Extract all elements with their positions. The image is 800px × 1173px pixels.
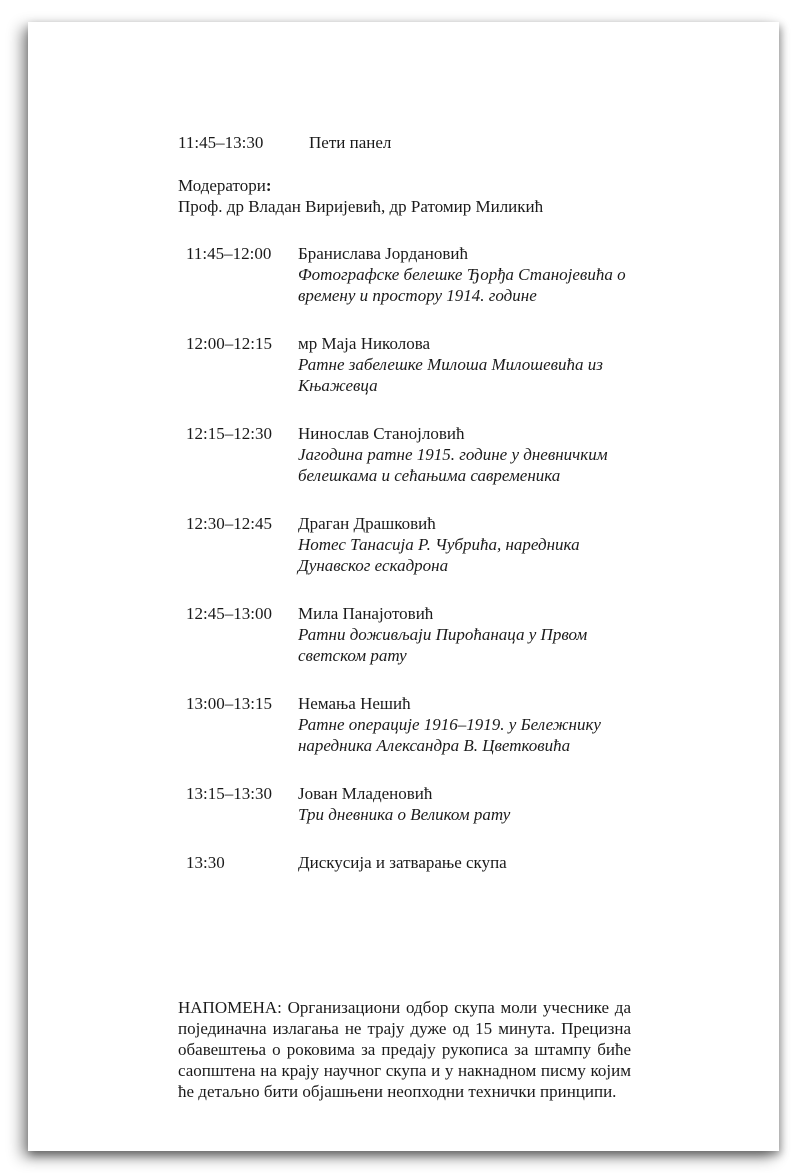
moderators-names: Проф. др Владан Виријевић, др Ратомир Миликић bbox=[178, 197, 544, 216]
session-speaker: Мила Панајотовић bbox=[298, 604, 434, 623]
note-paragraph: НАПОМЕНА: Организациони одбор скупа моли учеснике да појединачна излагања не трају дуже од 15 минута. Прецизна обавештења о роковима за предају рукописа за штампу биће саопштена на крају научног скупа и у накнадном писму којим ће детаљно бити објашњени неопходни технички принципи. bbox=[178, 998, 631, 1101]
session-speaker: мр Маја Николова bbox=[298, 334, 431, 353]
closing-discussion: Дискусија и затварање скупа bbox=[298, 853, 507, 872]
session-time: 12:30–12:45 bbox=[186, 514, 272, 533]
session-item bbox=[186, 783, 638, 825]
session-time: 12:15–12:30 bbox=[186, 424, 272, 443]
session-speaker: Нинослав Станојловић bbox=[298, 424, 465, 443]
moderators-block bbox=[178, 175, 543, 217]
session-speaker: Драган Драшковић bbox=[298, 514, 436, 533]
session-body bbox=[298, 693, 638, 756]
session-item bbox=[186, 513, 638, 576]
session-item bbox=[186, 243, 638, 306]
session-title: Три дневника о Великом рату bbox=[298, 805, 511, 824]
session-time: 12:45–13:00 bbox=[186, 604, 272, 623]
session-time: 13:15–13:30 bbox=[186, 784, 272, 803]
session-body bbox=[298, 783, 638, 825]
session-speaker: Бранислава Јордановић bbox=[298, 244, 468, 263]
session-time: 11:45–12:00 bbox=[186, 244, 272, 263]
session-title: Ратне операције 1916–1919. у Бележнику наредника Александра В. Цветковића bbox=[298, 715, 601, 755]
session-title: Нотес Танасија Р. Чубрића, наредника Дунавског ескадрона bbox=[298, 535, 580, 575]
session-time: 12:00–12:15 bbox=[186, 334, 272, 353]
session-body bbox=[298, 243, 638, 306]
session-item bbox=[186, 693, 638, 756]
session-time: 13:30 bbox=[186, 853, 225, 872]
moderators-label: Модератори bbox=[178, 176, 266, 195]
session-time: 13:00–13:15 bbox=[186, 694, 272, 713]
session-list bbox=[186, 243, 638, 900]
session-speaker: Јован Младеновић bbox=[298, 784, 433, 803]
session-title: Ратне забелешке Милоша Милошевића из Књажевца bbox=[298, 355, 603, 395]
session-body bbox=[298, 603, 638, 666]
session-title: Ратни доживљаји Пироћанаца у Првом светском рату bbox=[298, 625, 588, 665]
session-body bbox=[298, 852, 638, 873]
session-speaker: Немања Нешић bbox=[298, 694, 411, 713]
session-item bbox=[186, 423, 638, 486]
session-body bbox=[298, 513, 638, 576]
panel-header bbox=[178, 132, 391, 153]
session-body bbox=[298, 333, 638, 396]
moderators-colon: : bbox=[265, 176, 272, 195]
session-item bbox=[186, 333, 638, 396]
panel-time: 11:45–13:30 bbox=[178, 133, 264, 152]
moderators-heading bbox=[178, 175, 543, 196]
panel-name: Пети панел bbox=[309, 133, 392, 152]
session-item-closing bbox=[186, 852, 638, 873]
session-title: Јагодина ратне 1915. године у дневничким белешкама и сећањима савременика bbox=[298, 445, 608, 485]
session-body bbox=[298, 423, 638, 486]
session-item bbox=[186, 603, 638, 666]
document-page bbox=[28, 22, 779, 1151]
session-title: Фотографске белешке Ђорђа Станојевића о времену и простору 1914. године bbox=[298, 265, 626, 305]
